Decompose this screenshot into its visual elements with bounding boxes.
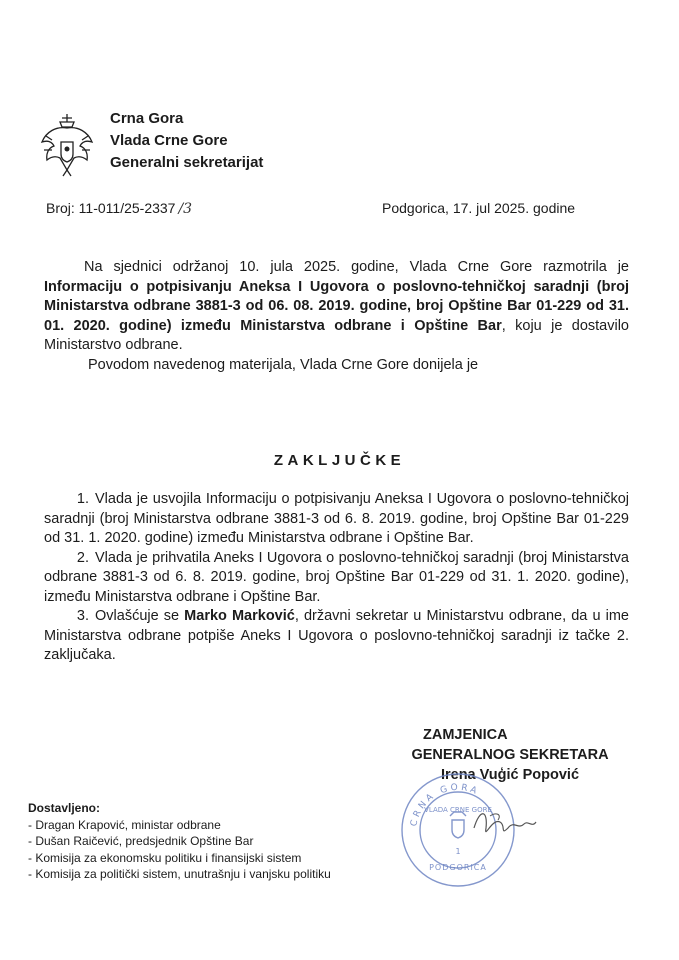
signatory-title-2: GENERALNOG SEKRETARA [411, 747, 609, 763]
signatory-name: Irena Vuģić Popović [440, 767, 580, 783]
place-and-date: Podgorica, 17. jul 2025. godine [382, 200, 576, 216]
distribution-item: - Komisija za politički sistem, unutrašnju i vanjsku politiku [28, 867, 331, 881]
issuer-country: Crna Gora [110, 110, 184, 127]
stamp-mid-text: VLADA CRNE GORE [424, 806, 492, 814]
intro-paragraph [44, 258, 629, 356]
handwritten-signature-icon [470, 798, 540, 848]
reference-number [46, 200, 192, 217]
conclusion-text: , državni sekretar u Ministarstvu odbrane, da u ime Ministarstva odbrane potpiše Aneks I Ugovora o poslovno-tehničkoj saradnji iz tačke 2. zaključaka. [44, 608, 629, 663]
conclusion-person: Marko Marković [184, 608, 295, 624]
distribution-item: - Dragan Krapović, ministar odbrane [28, 817, 221, 832]
distribution-item: - Dušan Raičević, predsjednik Opštine Bar [28, 834, 254, 848]
issuer-block [110, 108, 263, 174]
signatory-title-1: ZAMJENICA [423, 727, 508, 743]
conclusion-number: 3. [76, 608, 89, 624]
distribution-list [28, 800, 331, 883]
intro-text-2: Povodom navedenog materijala, Vlada Crne Gore donijela je [88, 357, 479, 373]
stamp-bottom-text: PODGORICA [429, 863, 487, 872]
intro-text-bold: Informaciju o potpisivanju Aneksa I Ugovora o poslovno-tehničkoj saradnji (broj Ministarstva odbrane 3881-3 od 06. 08. 2019. godine, broj Opštine Bar 01-229 od 31. 01. 2020. godine) između Ministarstva odbrane i Opštine Bar [44, 278, 629, 334]
reference-number-text: Broj: 11-011/25-2337 [46, 200, 176, 216]
conclusion-text: Vlada je prihvatila Aneks I Ugovora o poslovno-tehničkoj saradnji (broj Ministarstva odbrane 3881-3 od 6. 8. 2019. godine, broj Opštine Bar 01-229 od 31. 1. 2020. godine), između Ministarstva odbrane i Opštine Bar. [44, 549, 629, 605]
distribution-item: - Komisija za ekonomsku politiku i finansijski sistem [28, 850, 302, 865]
conclusion-text: Ovlašćuje se [95, 608, 185, 624]
distribution-title: Dostavljeno: [28, 801, 101, 815]
issuer-government: Vlada Crne Gore [110, 132, 228, 149]
svg-text:CRNA GORA: CRNA GORA [409, 782, 481, 828]
stamp-number: 1 [455, 847, 461, 856]
intro-paragraph-2 [44, 356, 629, 376]
handwritten-mark: /3 [178, 201, 193, 217]
coat-of-arms-icon [38, 112, 96, 178]
conclusion-text: Vlada je usvojila Informaciju o potpisivanju Aneksa I Ugovora o poslovno-tehničkoj saradnji (broj Ministarstva odbrane 3881-3 od 6. 8. 2019. godine, broj Opštine Bar 01-229 od 31. 1. 2020. godine) između Ministarstva odbrane i Opštine Bar. [44, 491, 629, 546]
conclusion-item [44, 490, 629, 549]
conclusions-heading: ZAKLJUČKE [273, 452, 406, 469]
conclusion-item [44, 549, 629, 608]
conclusion-item [44, 607, 629, 666]
conclusion-number: 2. [76, 549, 89, 566]
conclusion-number: 1. [76, 491, 89, 507]
intro-text-a: Na sjednici održanoj 10. jula 2025. godine, Vlada Crne Gore razmotrila je [84, 259, 629, 275]
intro-text-b: , koju je dostavilo Ministarstvo odbrane. [44, 317, 629, 353]
conclusions-list [44, 490, 629, 666]
issuer-secretariat: Generalni sekretarijat [110, 154, 264, 171]
